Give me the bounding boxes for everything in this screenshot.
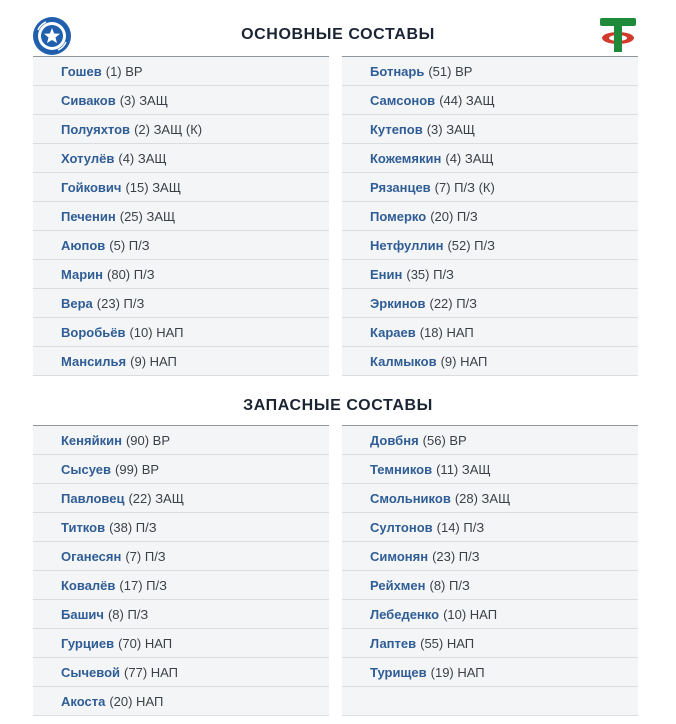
player-name[interactable]: Гошев bbox=[61, 63, 102, 79]
player-number-position: (23) П/З bbox=[432, 548, 480, 564]
player-name[interactable]: Турищев bbox=[370, 664, 427, 680]
player-row[interactable] bbox=[33, 455, 329, 484]
player-row[interactable] bbox=[33, 347, 329, 376]
player-name[interactable]: Караев bbox=[370, 324, 416, 340]
player-number-position: (28) ЗАЩ bbox=[454, 490, 511, 506]
player-row[interactable] bbox=[342, 202, 638, 231]
player-name[interactable]: Рейхмен bbox=[370, 577, 426, 593]
player-row[interactable] bbox=[33, 484, 329, 513]
player-number-position: (38) П/З bbox=[109, 519, 157, 535]
player-number-position: (51) ВР bbox=[428, 63, 473, 79]
player-number-position: (90) ВР bbox=[125, 432, 171, 448]
player-name[interactable]: Енин bbox=[370, 266, 403, 282]
player-name[interactable]: Темников bbox=[370, 461, 433, 477]
player-number-position: (10) НАП bbox=[129, 324, 184, 340]
substitutes-title: ЗАПАСНЫЕ СОСТАВЫ bbox=[243, 397, 433, 414]
player-name[interactable]: Довбня bbox=[370, 432, 419, 448]
player-number-position: (8) П/З bbox=[429, 577, 470, 593]
away-substitutes bbox=[342, 425, 638, 716]
player-name[interactable]: Лаптев bbox=[370, 635, 417, 651]
player-row[interactable] bbox=[342, 57, 638, 86]
player-name[interactable]: Нетфуллин bbox=[370, 237, 444, 253]
player-row[interactable] bbox=[342, 231, 638, 260]
player-number-position: (18) НАП bbox=[419, 324, 474, 340]
player-name[interactable]: Вера bbox=[61, 295, 93, 311]
player-row[interactable] bbox=[33, 542, 329, 571]
player-row[interactable] bbox=[342, 173, 638, 202]
player-name[interactable]: Аюпов bbox=[61, 237, 106, 253]
player-row[interactable] bbox=[33, 115, 329, 144]
player-row[interactable] bbox=[33, 289, 329, 318]
player-number-position: (3) ЗАЩ bbox=[426, 121, 475, 137]
torpedo-crest-icon bbox=[596, 12, 640, 56]
player-name[interactable]: Кеняйкин bbox=[61, 432, 122, 448]
player-number-position: (7) П/З (К) bbox=[434, 179, 495, 195]
player-number-position: (4) ЗАЩ bbox=[445, 150, 494, 166]
player-row[interactable] bbox=[33, 57, 329, 86]
player-name[interactable]: Марин bbox=[61, 266, 104, 282]
player-number-position: (14) П/З bbox=[436, 519, 485, 535]
player-number-position: (77) НАП bbox=[124, 664, 179, 680]
player-row[interactable] bbox=[33, 629, 329, 658]
player-number-position: (80) П/З bbox=[107, 266, 155, 282]
away-starting-lineup bbox=[342, 56, 638, 376]
player-name[interactable]: Сычевой bbox=[61, 664, 121, 680]
player-number-position: (9) НАП bbox=[440, 353, 488, 369]
player-number-position: (17) П/З bbox=[119, 577, 167, 593]
player-row[interactable] bbox=[33, 173, 329, 202]
player-name[interactable]: Сысуев bbox=[61, 461, 112, 477]
player-number-position: (56) ВР bbox=[422, 432, 467, 448]
player-row[interactable] bbox=[342, 629, 638, 658]
player-row[interactable] bbox=[33, 144, 329, 173]
empty-row bbox=[342, 687, 638, 716]
player-name[interactable]: Рязанцев bbox=[370, 179, 431, 195]
player-row[interactable] bbox=[33, 571, 329, 600]
player-row[interactable] bbox=[342, 260, 638, 289]
player-number-position: (19) НАП bbox=[430, 664, 485, 680]
player-number-position: (44) ЗАЩ bbox=[439, 92, 495, 108]
player-number-position: (25) ЗАЩ bbox=[119, 208, 176, 224]
player-number-position: (8) П/З bbox=[107, 606, 149, 622]
player-row[interactable] bbox=[342, 115, 638, 144]
player-name[interactable]: Эркинов bbox=[370, 295, 426, 311]
player-number-position: (20) П/З bbox=[430, 208, 478, 224]
player-name[interactable]: Гурциев bbox=[61, 635, 115, 651]
player-number-position: (10) НАП bbox=[443, 606, 498, 622]
player-row[interactable] bbox=[342, 347, 638, 376]
player-row[interactable] bbox=[342, 144, 638, 173]
player-number-position: (7) П/З bbox=[125, 548, 166, 564]
player-name[interactable]: Воробьёв bbox=[61, 324, 126, 340]
player-number-position: (22) ЗАЩ bbox=[128, 490, 184, 506]
player-name[interactable]: Хотулёв bbox=[61, 150, 115, 166]
player-number-position: (4) ЗАЩ bbox=[118, 150, 167, 166]
player-name[interactable]: Ковалёв bbox=[61, 577, 116, 593]
player-name[interactable]: Оганесян bbox=[61, 548, 122, 564]
player-number-position: (35) П/З bbox=[406, 266, 454, 282]
player-row[interactable] bbox=[342, 513, 638, 542]
player-name[interactable]: Симонян bbox=[370, 548, 429, 564]
starting-lineups-title: ОСНОВНЫЕ СОСТАВЫ bbox=[241, 26, 435, 43]
player-name[interactable]: Кожемякин bbox=[370, 150, 442, 166]
player-row[interactable] bbox=[342, 455, 638, 484]
player-name[interactable]: Печенин bbox=[61, 208, 116, 224]
player-number-position: (3) ЗАЩ bbox=[119, 92, 168, 108]
player-row[interactable] bbox=[33, 426, 329, 455]
player-name[interactable]: Башич bbox=[61, 606, 104, 622]
player-row[interactable] bbox=[33, 318, 329, 347]
player-row[interactable] bbox=[33, 202, 329, 231]
player-row[interactable] bbox=[342, 658, 638, 687]
player-row[interactable] bbox=[342, 426, 638, 455]
player-name[interactable]: Гойкович bbox=[61, 179, 122, 195]
player-number-position: (15) ЗАЩ bbox=[125, 179, 181, 195]
player-row[interactable] bbox=[342, 542, 638, 571]
player-row[interactable] bbox=[33, 658, 329, 687]
player-name[interactable]: Самсонов bbox=[370, 92, 436, 108]
player-row[interactable] bbox=[342, 289, 638, 318]
player-number-position: (5) П/З bbox=[109, 237, 150, 253]
player-number-position: (2) ЗАЩ (К) bbox=[134, 121, 203, 137]
player-row[interactable] bbox=[342, 484, 638, 513]
player-name[interactable]: Лебеденко bbox=[370, 606, 440, 622]
player-number-position: (52) П/З bbox=[447, 237, 495, 253]
player-row[interactable] bbox=[342, 318, 638, 347]
player-number-position: (9) НАП bbox=[130, 353, 177, 369]
player-row[interactable] bbox=[33, 513, 329, 542]
player-row[interactable] bbox=[342, 600, 638, 629]
player-name[interactable]: Титков bbox=[61, 519, 106, 535]
player-name[interactable]: Калмыков bbox=[370, 353, 437, 369]
player-name[interactable]: Смольников bbox=[370, 490, 451, 506]
player-number-position: (23) П/З bbox=[96, 295, 145, 311]
player-name[interactable]: Померко bbox=[370, 208, 427, 224]
player-name[interactable]: Ботнарь bbox=[370, 63, 425, 79]
player-name[interactable]: Павловец bbox=[61, 490, 125, 506]
player-number-position: (11) ЗАЩ bbox=[436, 461, 491, 477]
player-row[interactable] bbox=[33, 687, 329, 716]
player-name[interactable]: Султонов bbox=[370, 519, 433, 535]
player-name[interactable]: Мансилья bbox=[61, 353, 127, 369]
away-team-logo[interactable] bbox=[596, 12, 640, 56]
player-name[interactable]: Акоста bbox=[61, 693, 106, 709]
player-row[interactable] bbox=[33, 600, 329, 629]
home-substitutes bbox=[33, 425, 329, 716]
player-row[interactable] bbox=[342, 571, 638, 600]
player-number-position: (55) НАП bbox=[420, 635, 475, 651]
player-number-position: (70) НАП bbox=[118, 635, 173, 651]
player-row[interactable] bbox=[33, 231, 329, 260]
player-name[interactable]: Кутепов bbox=[370, 121, 423, 137]
player-number-position: (1) ВР bbox=[105, 63, 143, 79]
player-number-position: (22) П/З bbox=[429, 295, 478, 311]
player-row[interactable] bbox=[33, 86, 329, 115]
player-row[interactable] bbox=[342, 86, 638, 115]
player-number-position: (20) НАП bbox=[109, 693, 164, 709]
player-number-position: (99) ВР bbox=[115, 461, 160, 477]
player-row[interactable] bbox=[33, 260, 329, 289]
player-name[interactable]: Полуяхтов bbox=[61, 121, 131, 137]
home-starting-lineup bbox=[33, 56, 329, 376]
player-name[interactable]: Сиваков bbox=[61, 92, 116, 108]
